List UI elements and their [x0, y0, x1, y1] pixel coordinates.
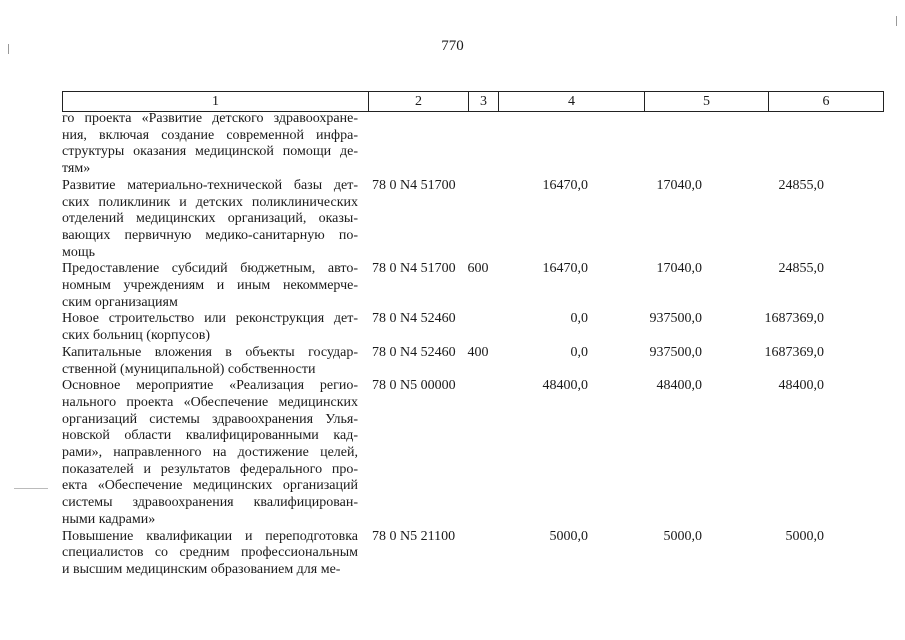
description-line: рами», направленного на достижение целей, [62, 445, 358, 461]
row-expense-type [460, 311, 496, 344]
table-row [62, 311, 852, 344]
row-value-col5: 17040,0 [656, 261, 702, 277]
description-line: организаций системы здравоохранения Улья- [62, 411, 358, 427]
row-value-col5: 5000,0 [663, 528, 702, 544]
row-code: 78 0 N4 51700 [372, 177, 456, 193]
row-expense-type [460, 378, 496, 528]
header-col-3: 3 [469, 92, 499, 111]
table-header [62, 91, 884, 112]
row-value-col6: 1687369,0 [764, 311, 824, 327]
table-row [62, 261, 852, 311]
description-line: ских поликлиник и детских поликлинических [62, 194, 358, 210]
description-line: Предоставление субсидий бюджетным, авто- [62, 261, 358, 277]
description-line: системы здравоохранения квалифицирован- [62, 495, 358, 511]
row-description [62, 261, 362, 311]
row-expense-type: 600 [467, 261, 489, 277]
row-description [62, 529, 362, 579]
row-value-col5 [616, 111, 734, 178]
row-value-col6: 24855,0 [778, 261, 824, 277]
description-line: нального проекта «Обеспечение медицинских [62, 394, 358, 410]
description-line: ния, включая создание современной инфра- [62, 127, 358, 143]
description-line: мощь [62, 244, 96, 260]
description-line: Новое строительство или реконструкция дет- [62, 311, 358, 327]
description-line: Основное мероприятие «Реализация регио- [62, 378, 358, 394]
scan-mark [896, 16, 897, 26]
row-description [62, 311, 362, 344]
description-line: структуры оказания медицинской помощи де- [62, 144, 358, 160]
row-code: 78 0 N5 00000 [372, 378, 456, 394]
scan-mark [8, 44, 9, 54]
row-value-col5: 48400,0 [656, 378, 702, 394]
description-line: го проекта «Развитие детского здравоохране- [62, 111, 358, 126]
row-description [62, 378, 362, 528]
description-line: екта «Обеспечение медицинских организаций [62, 478, 358, 494]
row-value-col6: 5000,0 [785, 528, 824, 544]
row-value-col6: 48400,0 [778, 378, 824, 394]
row-value-col6: 24855,0 [778, 177, 824, 193]
table-row [62, 111, 852, 178]
page-number: 770 [441, 38, 464, 54]
header-col-5: 5 [645, 92, 769, 111]
description-line: новской области квалифицированными кад- [62, 428, 358, 444]
header-col-4: 4 [499, 92, 645, 111]
row-value-col4: 16470,0 [542, 261, 588, 277]
row-value-col5: 17040,0 [656, 177, 702, 193]
description-line: и высшим медицинским образованием для ме- [62, 561, 341, 577]
description-line: показателей и результатов федерального про- [62, 461, 358, 477]
row-value-col4: 48400,0 [542, 378, 588, 394]
row-description [62, 111, 362, 178]
row-value-col5: 937500,0 [649, 311, 702, 327]
description-line: ских больниц (корпусов) [62, 328, 211, 344]
table-row [62, 378, 852, 528]
header-col-2: 2 [369, 92, 469, 111]
row-expense-type [460, 178, 496, 262]
description-line: тям» [62, 161, 91, 177]
row-expense-type [460, 111, 496, 178]
row-value-col4: 16470,0 [542, 177, 588, 193]
description-line: Развитие материально-технической базы дет- [62, 177, 358, 193]
description-line: специалистов со средним профессиональным [62, 545, 358, 561]
row-code: 78 0 N4 52460 [372, 311, 456, 327]
row-value-col5: 937500,0 [649, 344, 702, 360]
description-line: ственной (муниципальной) собственности [62, 361, 316, 377]
description-line: ским организациям [62, 294, 178, 310]
row-value-col4: 0,0 [570, 344, 588, 360]
row-code: 78 0 N4 51700 [372, 261, 456, 277]
description-line: ными кадрами» [62, 511, 156, 527]
row-code: 78 0 N5 21100 [372, 528, 456, 544]
table-body [62, 111, 852, 579]
description-line: номным учреждениям и иным некоммерче- [62, 278, 358, 294]
row-expense-type: 400 [467, 344, 489, 360]
row-value-col4 [496, 111, 616, 178]
row-code: 78 0 N4 52460 [372, 344, 456, 360]
row-value-col4: 5000,0 [549, 528, 588, 544]
scan-mark [14, 488, 48, 489]
description-line: Капитальные вложения в объекты государ- [62, 344, 358, 360]
row-code [362, 111, 460, 178]
table-row [62, 529, 852, 579]
description-line: Повышение квалификации и переподготовка [62, 528, 358, 544]
description-line: вающих первичную медико-санитарную по- [62, 227, 358, 243]
row-expense-type [460, 529, 496, 579]
header-col-6: 6 [822, 94, 830, 109]
table-row [62, 178, 852, 262]
row-value-col6 [734, 111, 852, 178]
row-description [62, 178, 362, 262]
row-description [62, 345, 362, 378]
row-value-col4: 0,0 [570, 311, 588, 327]
table-row [62, 345, 852, 378]
description-line: отделений медицинских организаций, оказы- [62, 211, 358, 227]
header-col-1: 1 [63, 92, 369, 111]
row-value-col6: 1687369,0 [764, 344, 824, 360]
